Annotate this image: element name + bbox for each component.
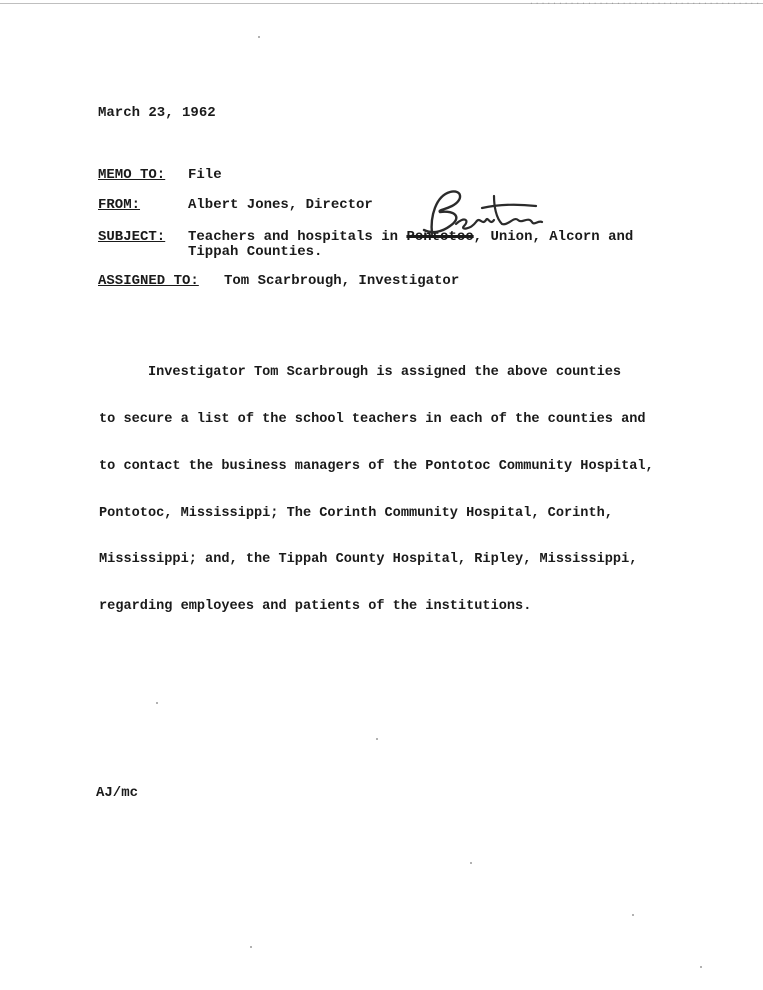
subject-prefix: Teachers and hospitals in <box>188 229 407 245</box>
memo-to-value: File <box>188 167 222 183</box>
scan-speck <box>250 946 252 948</box>
assigned-to-value: Tom Scarbrough, Investigator <box>224 273 460 289</box>
assigned-to-label: ASSIGNED TO: <box>98 273 199 289</box>
scan-speck <box>632 914 634 916</box>
subject-suffix: , Union, Alcorn and <box>473 229 634 245</box>
body-line-5: Mississippi; and, the Tippah County Hospital, Ripley, Mississippi, <box>99 552 638 568</box>
subject-struck-word: Pontotoc <box>406 229 474 245</box>
subject-line-2: Tippah Counties. <box>188 244 323 260</box>
body-line-2: to secure a list of the school teachers in each of the counties and <box>99 411 646 427</box>
memo-to-label: MEMO TO: <box>98 167 166 183</box>
scan-speck <box>470 862 472 864</box>
body-line-3: to contact the business managers of the Pontotoc Community Hospital, <box>99 458 654 474</box>
scan-speck <box>376 738 378 740</box>
from-value: Albert Jones, Director <box>188 197 373 213</box>
memo-date: March 23, 1962 <box>98 105 216 121</box>
body-line-6: regarding employees and patients of the institutions. <box>99 599 532 615</box>
body-line-1: Investigator Tom Scarbrough is assigned the above counties <box>99 365 622 381</box>
scan-speck <box>156 702 158 704</box>
top-edge-marks: ........................................ <box>528 0 761 7</box>
from-label: FROM: <box>98 197 141 213</box>
handwritten-benton-insert <box>410 186 550 246</box>
subject-label: SUBJECT: <box>98 229 166 245</box>
handwritten-insert-text: Benton <box>410 186 414 187</box>
typist-initials: AJ/mc <box>96 785 139 801</box>
scan-speck <box>700 966 702 968</box>
scan-speck <box>258 36 260 38</box>
memo-body <box>99 334 719 630</box>
body-line-4: Pontotoc, Mississippi; The Corinth Community Hospital, Corinth, <box>99 505 613 521</box>
